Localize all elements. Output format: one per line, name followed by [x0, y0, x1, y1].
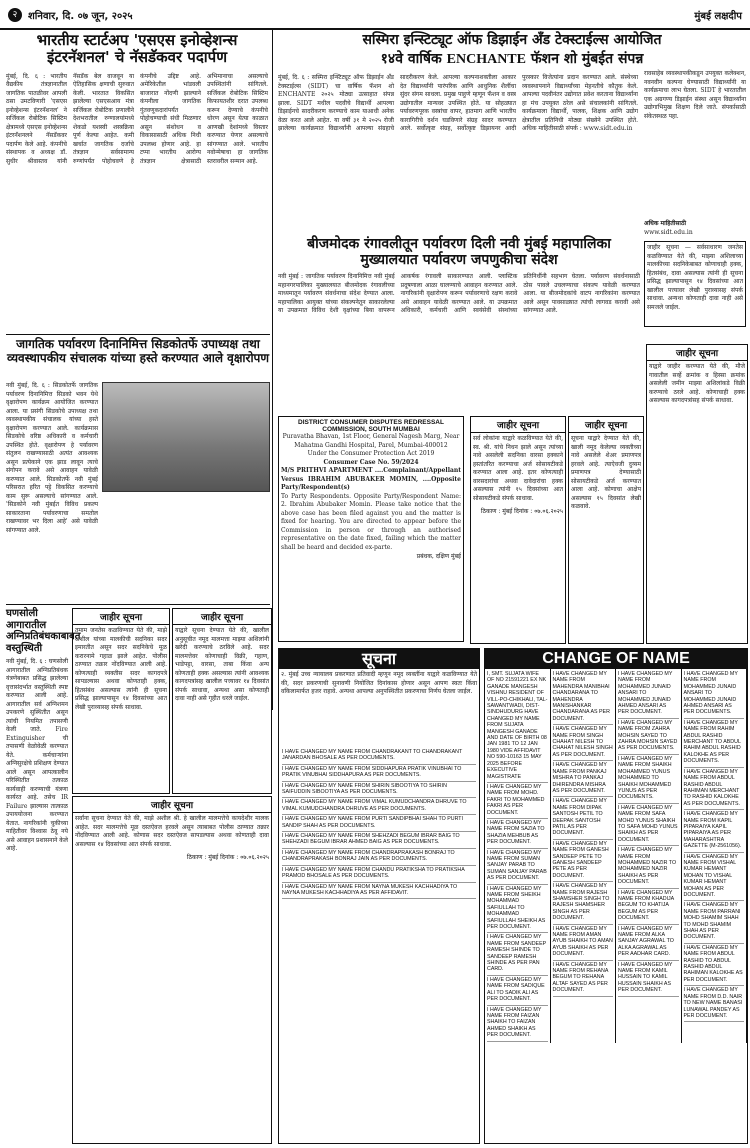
- right-boxed-notice: जाहीर सूचना — सर्वसाधारण जनतेस कळविण्यात येते की, माझ्या अशिलाच्या मालकीच्या सदनिकेबाबत कोणाचाही हक्क, हितसंबंध, दावा असल्यास त्यांनी ही सूचना प्रसिद्ध झाल्यापासून १४ दिवसांच्या आत खालील पत्त्यावर लेखी पुराव्यासह संपर्क साधावा. अन्यथा कोणताही दावा नाही असे समजले जाईल.: [644, 241, 746, 327]
- change-of-name-item: I HAVE CHANGED MY NAME FROM RAJESH SHAMSHER SINGH TO RAJESH SHAMSHER SINGH AS PER DOCUMENT.: [553, 882, 614, 924]
- name-change-item: I HAVE CHANGED MY NAME FROM CHANDU PRATIKSHA TO PRATIKSHA PRAMOD BHOSALE AS PER DOCUMENTS.: [282, 866, 476, 883]
- commission-sign: प्रबंधक, दक्षिण मुंबई: [416, 553, 461, 560]
- article-fire: [6, 608, 81, 1138]
- name-change-item: I HAVE CHANGED MY NAME FROM SHIRIN SIBOOTIYA TO SHIRIN SAIFUDDIN SIBOOTIYA AS PER DOCUMENTS.: [282, 782, 476, 799]
- notice-middle: [470, 416, 566, 644]
- notice-right-2-body: याद्वारे जाहीर करण्यात येते की, मौजे गावातील सर्व्हे क्रमांक व हिस्सा क्रमांक असलेली जमीन माझ्या अशिलांकडे विक्री करण्याचे ठरले आहे. कोणाचाही हक्क असल्यास कागदपत्रांसह संपर्क साधावा.: [649, 363, 745, 404]
- change-of-name-item: I HAVE CHANGED MY NAME FROM PARRANI MOHD SHAMIM SHAH TO MOHD SHAMIM SHAH AS PER DOCUMENT.: [684, 901, 745, 943]
- notice-left-1-body: तमाम जनतेस कळविण्यात येते की, माझे अशील यांच्या मालकीची सदनिका सदर इमारतीत असून सदर सदनिकेचे मूळ करारनामे गहाळ झाले आहेत. पोलीस ठाण्यात तक्रार नोंदविण्यात आली आहे. कोणत्याही व्यक्तीस सदर कागदपत्रे सापडल्यास अथवा कोणताही हक्क, हितसंबंध असल्यास त्यांनी ही सूचना प्रसिद्ध झाल्यापासून १४ दिवसांच्या आत लेखी पुराव्यासह संपर्क साधावा.: [75, 627, 167, 711]
- article-environment-headline: जागतिक पर्यावरण दिनानिमित्त सिडकोतर्फे उपाध्यक्ष तथा व्यवस्थापकीय संचालक यांच्या हस्ते करण्यात आले वृक्षारोपण: [6, 337, 270, 365]
- article-sasmira-headline-2: [278, 51, 746, 68]
- change-of-name-item: I HAVE CHANGED MY NAME FROM AMAN AYUB SHAIKH TO AMAN AYUB SHAIKH AS PER DOCUMENT.: [553, 925, 614, 961]
- notice-heading: जाहीर सूचना: [471, 417, 565, 433]
- article-bmc: [278, 236, 640, 412]
- article-environment-body: नवी मुंबई, दि. ६ : सिडकोतर्फे जागतिक पर्यावरण दिनानिमित्त सिडको भवन येथे वृक्षारोपण कार्यक्रम आयोजित करण्यात आला. या प्रसंगी सिडकोचे उपाध्यक्ष तथा व्यवस्थापकीय संचालक यांच्या हस्ते वृक्षारोपण करण्यात आले. कार्यक्रमास सिडकोचे वरिष्ठ अधिकारी व कर्मचारी उपस्थित होते. वृक्षारोपण हे पर्यावरण संतुलन राखण्यासाठी अत्यंत आवश्यक असून प्रत्येकाने एक झाड लावून त्याचे संगोपन करावे असे आवाहन यावेळी करण्यात आले. सिडकोतर्फे नवी मुंबई परिसरात हरित पट्टे विकसित करण्याचे काम सुरू असल्याचे सांगण्यात आले. 'सिडकोने नवी मुंबईत विविध प्रकल्प साकारताना पर्यावरणाचा समतोल राखण्यावर भर दिला आहे' असे यावेळी सांगण्यात आले.: [6, 382, 98, 534]
- commission-case: Consumer Case No. 59/2024: [323, 458, 419, 466]
- change-of-name-item: I HAVE CHANGED MY NAME FROM KHADIJA BEGUM TO KHATIJA BEGUM AS PER DOCUMENT.: [618, 889, 679, 925]
- change-of-name-item: I HAVE CHANGED MY NAME FROM D.D. NAIR TO NEW NAME BANASI LUNAWAL PANDEY AS PER DOCUMENT.: [684, 986, 745, 1022]
- change-of-name-column: [616, 669, 682, 1043]
- change-of-name-item: I HAVE CHANGED MY NAME FROM KAPIL PIPARAIYA KAPIL PIPARAIYA AS PER MAHARASHTRA GAZETTE (M-2561056).: [684, 810, 745, 852]
- change-of-name-item: I HAVE CHANGED MY NAME FROM ALKA SANJAY AGRAWAL TO ALKA AGRAWAL AS PER AADHAR CARD.: [618, 925, 679, 961]
- name-change-list-left: [279, 747, 479, 900]
- name-change-item: I HAVE CHANGED MY NAME FROM CHANDRAPRAKASH BONRAJ TO CHANDRAPRAKASH BONRAJ JAIN AS PER DOCUMENTS.: [282, 849, 476, 866]
- change-of-name-item: I HAVE CHANGED MY NAME FROM VISHAL KUMAR HEMANT MOHAN TO VISHAL KUMAR HEMANT MOHAN AS PER DOCUMENT.: [684, 853, 745, 902]
- right-column: [644, 70, 746, 340]
- notice-right-1: [568, 416, 644, 644]
- change-of-name-item: I HAVE CHANGED MY NAME FROM PANKAJ MISHRA TO PANKAJ DHIRENDRA MISHRA AS PER DOCUMENT.: [553, 761, 614, 797]
- change-of-name-item: I HAVE CHANGED MY NAME FROM KAMIL HUSSAIN TO KAMIL HUSSAIN SHAIKH AS PER DOCUMENT.: [618, 961, 679, 997]
- article-fire-headline: घणसोली आगारातील अग्निप्रतिबंधकाबाबत वस्तुस्थिती: [6, 608, 81, 654]
- notice-middle-body: सर्व लोकांना याद्वारे कळविण्यात येते की, स्व. श्री. यांचे निधन झाले असून त्यांच्या नावे असलेली सदनिका वारसा हक्काने हस्तांतरित करण्याचा अर्ज सोसायटीकडे करण्यात आला आहे. इतर कोणत्याही वारसदारांचा अथवा दावेदारांचा हक्क असल्यास त्यांनी १५ दिवसांच्या आत सोसायटीकडे संपर्क साधावा.: [473, 435, 563, 502]
- change-of-name-item: I HAVE CHANGED MY NAME FROM REHANA BEGUM TO REHANA ALTAF SAYED AS PER DOCUMENT.: [553, 961, 614, 997]
- change-of-name-item: I HAVE CHANGED MY NAME FROM SUMAN SANJAY PARAB TO SUMAN SANJAY PARAB AS PER DOCUMENT.: [487, 849, 548, 885]
- change-of-name-item: I HAVE CHANGED MY NAME FROM SINGH CHAHAT NILESH TO CHAHAT NILESH SINGH AS PER DOCUMENT.: [553, 725, 614, 761]
- change-of-name-item: I HAVE CHANGED MY NAME FROM MOHAMMED JUNAID ANSARI TO MOHAMMED JUNAID AHMED ANSARI AS PER DOCUMENT.: [618, 670, 679, 719]
- article-startup: [6, 32, 268, 332]
- commission-act: Under the Consumer Protection Act 2019: [307, 450, 435, 457]
- headline-pre: १४वे वार्षिक: [380, 51, 442, 68]
- paper-name: मुंबई लक्षदीप: [694, 11, 742, 22]
- change-of-name-item: I HAVE CHANGED MY NAME FROM SADIQUE ALI TO SADIK ALI AS PER DOCUMENT.: [487, 976, 548, 1006]
- tree-plantation-photo: [102, 382, 270, 492]
- consumer-commission-notice: [278, 416, 464, 642]
- notice-heading: जाहीर सूचना: [569, 417, 643, 433]
- website-label: अधिक माहितीसाठी: [644, 220, 687, 227]
- change-of-name-item: I HAVE CHANGED MY NAME FROM SAFA MOHD YUNUS SHAIKH TO SAFA MOHD YUNUS SHAIKH AS PER DOCUMENT.: [618, 804, 679, 846]
- change-of-name-section: [484, 648, 748, 1144]
- change-of-name-item: I, SMT. SUJATA WIFE OF NO 21591221 EX NK GANADE MANGESH VISHNU RESIDENT OF VILL-PO-CHIKHALI, TAL-SAWANTWADI, DIST-SINDHUDURG HAVE CHANGED MY NAME FROM SUJATA MANGESH GANADE AND DATE OF BIRTH 08 JAN 1981 TO 12 JAN 1980 VIDE AFFIDAVIT NO 590-10163 15 MAY 2025 BEFORE EXECUTIVE MAGISTRATE: [487, 670, 548, 783]
- name-change-item: I HAVE CHANGED MY NAME FROM CHANDRAKANT TO CHANDRAKANT JANARDAN BHOSALE AS PER DOCUMENTS.: [282, 748, 476, 765]
- name-change-item: I HAVE CHANGED MY NAME FROM VIMAL KUMUDCHANDRA DHRUVE TO VIMAL KUMUDCHANDRA DHRUVE AS PER DOCUMENTS.: [282, 798, 476, 815]
- change-of-name-item: I HAVE CHANGED MY NAME FROM SANDEEP RAMESH SHINDE TO SANDEEP RAMESH SHINDE AS PER PAN CARD.: [487, 933, 548, 975]
- name-change-item: I HAVE CHANGED MY NAME FROM SIDDHAPURA PRATIK VINUBHAI TO PRATIK VINUBHAI SIDDHAPURA AS PER DOCUMENTS.: [282, 765, 476, 782]
- notice-bottom: [72, 796, 272, 1144]
- suchana-body: २. मुंबई उच्च न्यायालय प्रकरणात प्रतिवादी म्हणून नमूद व्यक्तींना याद्वारे कळविण्यात येते की, सदर प्रकरणाची सुनावणी नियोजित दिनांकास होणार असून आपण स्वतः किंवा वकिलामार्फत हजर राहावे. अन्यथा आपल्या अनुपस्थितीत प्रकरणाचा निर्णय घेतला जाईल.: [281, 671, 477, 695]
- commission-body: To Party Respondents. Opposite Party/Respondent Name: 2. Ibrahim Abubaker Momin. Please take notice that the above case has been filed against you and the matter is fixed for hearing. You are directed to appear before the Commission in person or through an authorised representative on the date fixed, failing which the matter shall be heard and decided ex-parte.: [281, 492, 461, 551]
- headline-post: फॅशन शो मुंबईत संपन्न: [530, 51, 644, 68]
- change-of-name-heading: CHANGE OF NAME: [485, 649, 747, 669]
- change-of-name-item: I HAVE CHANGED MY NAME FROM GANESH SANDEEP PETE TO GANESH SANDEEP PETE AS PER DOCUMENT.: [553, 840, 614, 882]
- change-of-name-item: I HAVE CHANGED MY NAME FROM FAIZAN SHAIKH TO FAIZAN AHMED SHAIKH AS PER DOCUMENT.: [487, 1006, 548, 1042]
- name-change-item: I HAVE CHANGED MY NAME FROM NAYNA MUKESH KACHHADIYA TO NAYNA MUKESH KACHHADIYA AS PER AFFIDAVIT.: [282, 883, 476, 900]
- change-of-name-item: I HAVE CHANGED MY NAME FROM SHAIKH MOHAMMED YUNUS MOHAMMED TO SHAIKH MOHAMMED YUNUS AS PER DOCUMENTS.: [618, 755, 679, 804]
- article-bmc-headline: बीजमोदक रंगावलीतून पर्यावरण दिली नवी मुंबई महापालिका मुख्यालयात पर्यावरण जपणुकीचा संदेश: [307, 236, 611, 269]
- notice-left-2-body: याद्वारे सूचना देण्यात येते की, खालील अनुसूचीत नमूद मालमत्ता माझ्या अशिलांनी खरेदी करण्याचे ठरविले आहे. सदर मालमत्तेवर कोणाचाही विक्री, गहाण, भाडेपट्टा, वारसा, ताबा किंवा अन्य कोणताही हक्क असल्यास त्यांनी आवश्यक कागदपत्रांसह खालील पत्त्यावर १४ दिवसांत संपर्क साधावा, अन्यथा असा कोणताही दावा नाही असे गृहीत धरले जाईल.: [175, 627, 269, 702]
- name-change-item: I HAVE CHANGED MY NAME FROM PURTI SANDIPBHAI SHAH TO PURTI SANDIP SHAH AS PER DOCUMENTS.: [282, 815, 476, 832]
- change-of-name-grid: [485, 669, 747, 1043]
- change-of-name-item: I HAVE CHANGED MY NAME FROM MOHAMMED NAZIR TO MOHAMMED NAZIR SHAIKH AS PER DOCUMENT.: [618, 846, 679, 888]
- notice-heading: जाहीर सूचना: [73, 797, 271, 813]
- article-environment: [6, 338, 270, 600]
- notice-left-1: [72, 608, 170, 794]
- change-of-name-item: I HAVE CHANGED MY NAME FROM MOHD. FAKRI TO MOHAMMED FAKRI AS PER DOCUMENT.: [487, 783, 548, 819]
- change-of-name-column: [551, 669, 617, 1043]
- article-startup-body: मुंबई, दि. ६ : भारतीय वैद्यकीय तंत्रज्ञानातील जागतिक पातळीवर आपली ठसा उमटविणारी 'एसएस इनोव्हेशन्स इंटरनॅशनल' ने सर्जिकल रोबोटिक सिस्टिम क्षेत्रामध्ये एसएस इनोव्हेशन्स इंटरनॅशनलने नॅसडॅकवर पदार्पण केले आहे. कंपनीचे संस्थापक व अध्यक्ष डॉ. सुधीर श्रीवास्तव यांनी नॅसडॅक बेल वाजवून या ऐतिहासिक क्षणाची सुरुवात केली. भारतात विकसित झालेल्या एसएसआय मंत्रा सर्जिकल रोबोटिक प्रणालीने देशभरातील रुग्णालयांमध्ये शेकडो यशस्वी शस्त्रक्रिया पूर्ण केल्या आहेत. कमी खर्चात जागतिक दर्जाचे तंत्रज्ञान सर्वसामान्य रुग्णांपर्यंत पोहोचवणे हे कंपनीचे उद्दिष्ट आहे. अमेरिकेतील भांडवली बाजारात नोंदणी झाल्याने कंपनीला जागतिक गुंतवणूकदारांपर्यंत पोहोचण्याची संधी मिळणार असून संशोधन व विकासासाठी अधिक निधी उपलब्ध होणार आहे. हा टप्पा भारतीय आरोग्य तंत्रज्ञान क्षेत्रासाठी अभिमानाचा असल्याचे उपस्थितांनी सांगितले. सर्जिकल रोबोटिक सिस्टिम किफायतशीर दरात उपलब्ध करून देण्याचे कंपनीचे धोरण असून येत्या काळात आणखी देशांमध्ये विस्तार करण्यात येणार असल्याचे सांगण्यात आले. भारतीय नवोन्मेषाचा हा जागतिक स्तरावरील सन्मान आहे.: [6, 72, 268, 165]
- notice-heading: जाहीर सूचना: [173, 609, 271, 625]
- right-column-intro: रावसाहेब व्यवस्थापकीकडून उपयुक्त कलेक्शन, नवनवीन कल्पना घेण्यासाठी विद्यार्थ्यांनी या कार्यक्रमाचा लाभ घेतला. SIDT हे भारतातील एक अग्रगण्य डिझाईन संस्था असून विद्यार्थ्यांना उद्योगाभिमुख शिक्षण दिले जाते. संपर्कासाठी संकेतस्थळ पहा.: [644, 70, 746, 120]
- date-line: शनिवार, दि. ०७ जून, २०२५: [28, 11, 133, 22]
- commission-parties: M/S PRITHVI APARTMENT ....Complainant/Appellant Versus IBRAHIM ABUBAKER MOMIN, ....Opposite Party/Respondent(s): [281, 467, 461, 491]
- change-of-name-item: I HAVE CHANGED MY NAME FROM SAZIA TO SHAZIA MEHBUB AS PER DOCUMENT.: [487, 819, 548, 849]
- article-fire-body: नवी मुंबई, दि. ६ : घणसोली आगारातील अग्निप्रतिबंधक यंत्रणेबाबत प्रसिद्ध झालेल्या वृत्तासंदर्भात वस्तुस्थिती स्पष्ट करण्यात आली आहे. आगारातील सर्व अग्निशमन उपकरणे सुस्थितीत असून त्यांची नियमित तपासणी केली जाते. Fire Extinguisher ची तपासणी वेळोवेळी करण्यात येते. कर्मचाऱ्यांना अग्निसुरक्षेचे प्रशिक्षण देण्यात आले असून आपत्कालीन परिस्थितीत तत्काळ कार्यवाही करण्याची यंत्रणा कार्यरत आहे. तसेच IR Failure झाल्यास तात्काळ उपाययोजना करण्यात येतात. नागरिकांनी चुकीच्या माहितीवर विश्वास ठेवू नये असे आवाहन प्रशासनाने केले आहे.: [6, 658, 68, 852]
- suchana-box: [278, 648, 480, 1144]
- article-startup-headline: भारतीय स्टार्टअप 'एसएस इनोव्हेशन्स इंटरनॅशनल' चे नॅसडॅकवर पदार्पण: [36, 31, 238, 67]
- notice-right-2: [646, 344, 748, 644]
- notice-place-date: ठिकाण : मुंबई दिनांक : ०७.०६.२०२५: [186, 854, 269, 861]
- change-of-name-item: I HAVE CHANGED MY NAME FROM DIPAK SANTOSH PETIL TO DEEPAK SANTOSH PATIL AS PER DOCUMENT.: [553, 797, 614, 839]
- change-of-name-item: I HAVE CHANGED MY NAME FROM ZAHRA MOHSIN SAYED TO ZAHRA MOHSIN SAYED AS PER DOCUMENTS.: [618, 719, 679, 755]
- suchana-heading: सूचना: [279, 649, 479, 669]
- change-of-name-item: I HAVE CHANGED MY NAME FROM MAHENDRA MANIBHAI CHANDARANA TO MAHENDRA MANISHANKAR CHANDARANA AS PER DOCUMENT.: [553, 670, 614, 725]
- masthead: [0, 0, 750, 30]
- page-number: २: [8, 8, 22, 22]
- notice-right-1-body: सूचना याद्वारे देण्यात येते की, खाली नमूद केलेल्या व्यक्तीच्या नावे असलेले शेअर प्रमाणपत्र हरवले आहे. त्याऐवजी दुय्यम प्रमाणपत्र देण्यासाठी सोसायटीकडे अर्ज करण्यात आला आहे. कोणाचा आक्षेप असल्यास १५ दिवसांत लेखी कळवावे.: [571, 435, 641, 510]
- change-of-name-item: I HAVE CHANGED MY NAME FROM MOHAMMED JUNAID ANSARI TO MOHAMMED JUNAID AHMED ANSARI AS PER DOCUMENTS.: [684, 670, 745, 719]
- notice-place-date: ठिकाण : मुंबई दिनांक : ०७.०६.२०२५: [480, 508, 563, 515]
- notice-heading: जाहीर सूचना: [73, 609, 169, 625]
- notice-bottom-body: सर्वांना सूचना देण्यात येते की, माझे अशील श्री. हे खालील मालमत्तेचे कायदेशीर मालक आहेत. सदर मालमत्तेचे मूळ दस्तऐवज हरवले असून त्याबाबत पोलीस ठाण्यात तक्रार नोंदविण्यात आली आहे. कोणास सदर दस्तऐवज सापडल्यास अथवा कोणताही दावा असल्यास १४ दिवसांच्या आत संपर्क साधावा.: [75, 815, 269, 848]
- commission-title: DISTRICT CONSUMER DISPUTES REDRESSAL COMMISSION, SOUTH MUMBAI: [298, 419, 444, 433]
- name-change-item: I HAVE CHANGED MY NAME FROM SHEHZADI BEGUM IBRAR BAIG TO SHEHZADI BEGUM IBRAR AHMED BAIG AS PER DOCUMENTS.: [282, 832, 476, 849]
- change-of-name-item: I HAVE CHANGED MY NAME FROM RAHIM ABDUL RASHID MERCHANT TO ABDUL RAHIM ABDUL RASHID KALOKHE AS PER DOCUMENTS.: [684, 719, 745, 768]
- change-of-name-item: I HAVE CHANGED MY NAME FROM SHEIKH MOHAMMAD SAFIULLAH TO MOHAMMAD SAFIULLAH SHEIKH AS PER DOCUMENT.: [487, 885, 548, 934]
- notice-left-2: [172, 608, 272, 794]
- article-bmc-body: नवी मुंबई : जागतिक पर्यावरण दिनानिमित्त नवी मुंबई महानगरपालिका मुख्यालयात बीजमोदक रंगावलीच्या माध्यमातून पर्यावरण संवर्धनाचा संदेश देण्यात आला. महापालिका आयुक्त यांच्या संकल्पनेतून साकारलेल्या या उपक्रमात विविध देशी वृक्षांच्या बिया वापरून आकर्षक रंगावली साकारण्यात आली. प्लास्टिक प्रदूषणाला आळा घालण्याचे आवाहन करण्यात आले. नागरिकांनी वृक्षारोपण करून पर्यावरणाचे रक्षण करावे असे आवाहन यावेळी करण्यात आले. या उपक्रमात अधिकारी, कर्मचारी आणि स्वयंसेवी संस्थांच्या प्रतिनिधींनी सहभाग घेतला. पर्यावरण संवर्धनासाठी ठोस पावले उचलण्याचा संकल्प यावेळी करण्यात आला. या बीजमोदकांचे वाटप नागरिकांना करण्यात आले असून पावसाळ्यात त्यांची लागवड करावी असे सांगण्यात आले.: [278, 273, 640, 315]
- change-of-name-item: I HAVE CHANGED MY NAME FROM ABDUL RASHID ABDUL RAHIMAN MERCHANT TO RASHID KALOKHE AS PER DOCUMENTS.: [684, 768, 745, 810]
- change-of-name-column: [682, 669, 748, 1043]
- website: www.sidt.edu.in: [644, 228, 693, 236]
- article-sasmira-headline-1: सस्मिरा इन्स्टिट्यूट ऑफ डिझाईन अँड टेक्स्टाईल्स आयोजित: [362, 32, 662, 48]
- change-of-name-item: I HAVE CHANGED MY NAME FROM ABDUL RASHID TO ABDUL RASHID ABDUL RAHIMAN KALOKHE AS PER DOCUMENT.: [684, 944, 745, 986]
- commission-address: Puravatha Bhavan, 1st Floor, General Nagesh Marg, Near Mahatma Gandhi Hospital, Parel, Mumbai-400012: [282, 433, 460, 449]
- change-of-name-column: [485, 669, 551, 1043]
- article-sasmira-body: मुंबई, दि. ६ : सस्मिरा इन्स्टिट्यूट ऑफ डिझाईन अँड टेक्स्टाईल्स (SIDT) चा वार्षिक फॅशन शो ENCHANTE २०२५ मोठ्या उत्साहात संपन्न झाला. SIDT मधील पदवीचे विद्यार्थी आपल्या डिझाईनचे सादरीकरण करण्याचे काम याआधी अनेक वेळा करत आले आहेत. या वर्षी ३१ मे २०२५ रोजी झालेल्या कार्यक्रमात विद्यार्थ्यांनी आपल्या संग्रहाचे सादरीकरण केले. आपल्या कल्पनाशक्तीला आकार देत विद्यार्थ्यांनी पारंपरिक आणि आधुनिक शैलींचा सुंदर संगम साधला. प्रमुख पाहुणे म्हणून फॅशन व वस्त्र उद्योगातील मान्यवर उपस्थित होते. या सोहळ्यात पर्यावरणपूरक वस्त्रांचा वापर, हातमाग आणि भारतीय कारागिरीचे दर्शन घडविणारे संग्रह सादर करण्यात आले. सर्वोत्कृष्ट संग्रह, सर्वोत्कृष्ट डिझायनर आदी पुरस्कार विजेत्यांना प्रदान करण्यात आले. संस्थेच्या व्यवस्थापनाने विद्यार्थ्यांच्या मेहनतीचे कौतुक केले. आपल्या पदवीनंतर उद्योगात प्रवेश करताना विद्यार्थ्यांना हा मंच उपयुक्त ठरेल असे संचालकांनी सांगितले. कार्यक्रमाला विद्यार्थी, पालक, शिक्षक आणि उद्योग क्षेत्रातील प्रतिनिधी मोठ्या संख्येने उपस्थित होते. अधिक माहितीसाठी संपर्क : www.sidt.edu.in: [278, 74, 638, 133]
- headline-brand: ENCHANTE: [446, 52, 526, 68]
- notice-heading: जाहीर सूचना: [647, 345, 747, 361]
